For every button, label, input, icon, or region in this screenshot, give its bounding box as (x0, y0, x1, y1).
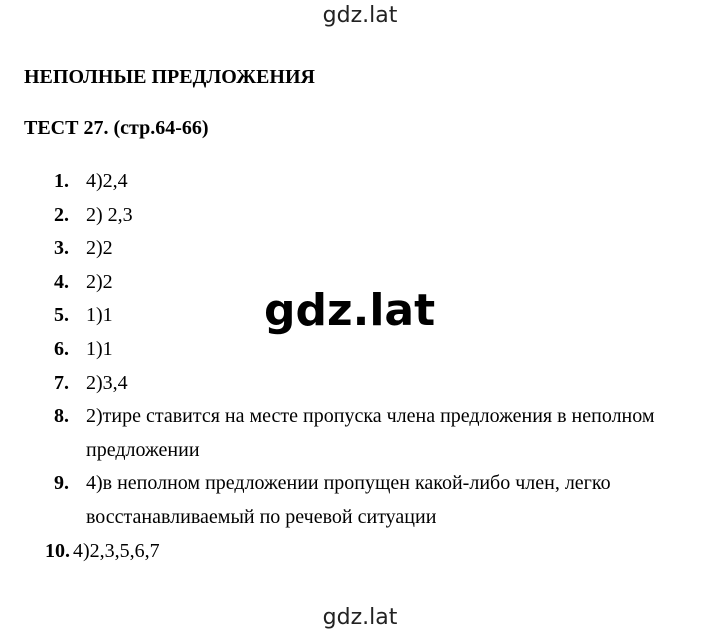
answer-number: 5. (54, 304, 69, 327)
answer-text: 1)1 (86, 337, 113, 360)
answer-text: 2)тире ставится на месте пропуска члена предложения в неполном предложении (86, 405, 655, 461)
answer-list (0, 165, 720, 568)
answer-text: 2)2 (86, 237, 113, 260)
answer-number: 3. (54, 237, 69, 260)
watermark-center: gdz.lat (264, 285, 436, 336)
answer-item (0, 467, 720, 534)
answer-number: 4. (54, 270, 69, 293)
answer-text: 1)1 (86, 304, 113, 327)
answer-item (0, 367, 720, 401)
test-title: ТЕСТ 27. (стр.64-66) (24, 117, 209, 139)
section-title: НЕПОЛНЫЕ ПРЕДЛОЖЕНИЯ (24, 66, 315, 88)
answer-number: 8. (54, 405, 69, 428)
answer-number: 6. (54, 337, 69, 360)
answer-text: 2)2 (86, 270, 113, 293)
answer-number: 2. (54, 203, 69, 226)
answer-number: 9. (54, 472, 69, 495)
watermark-bottom: gdz.lat (322, 605, 398, 630)
watermark-top: gdz.lat (322, 3, 398, 28)
answer-text: 2)3,4 (86, 371, 128, 394)
answer-item (0, 232, 720, 266)
answer-number: 1. (54, 170, 69, 192)
answer-item (0, 165, 720, 199)
answer-item (0, 400, 720, 467)
answer-item (0, 535, 720, 569)
answer-item (0, 199, 720, 233)
answer-number: 10. (45, 539, 70, 562)
answer-number: 7. (54, 371, 69, 394)
answer-text: 4)2,4 (86, 170, 128, 192)
answer-text: 4)2,3,5,6,7 (73, 539, 160, 562)
answer-text: 2) 2,3 (86, 203, 133, 226)
answer-text: 4)в неполном предложении пропущен какой-либо член, легко восстанавливаемый по речевой ситуации (86, 472, 611, 528)
